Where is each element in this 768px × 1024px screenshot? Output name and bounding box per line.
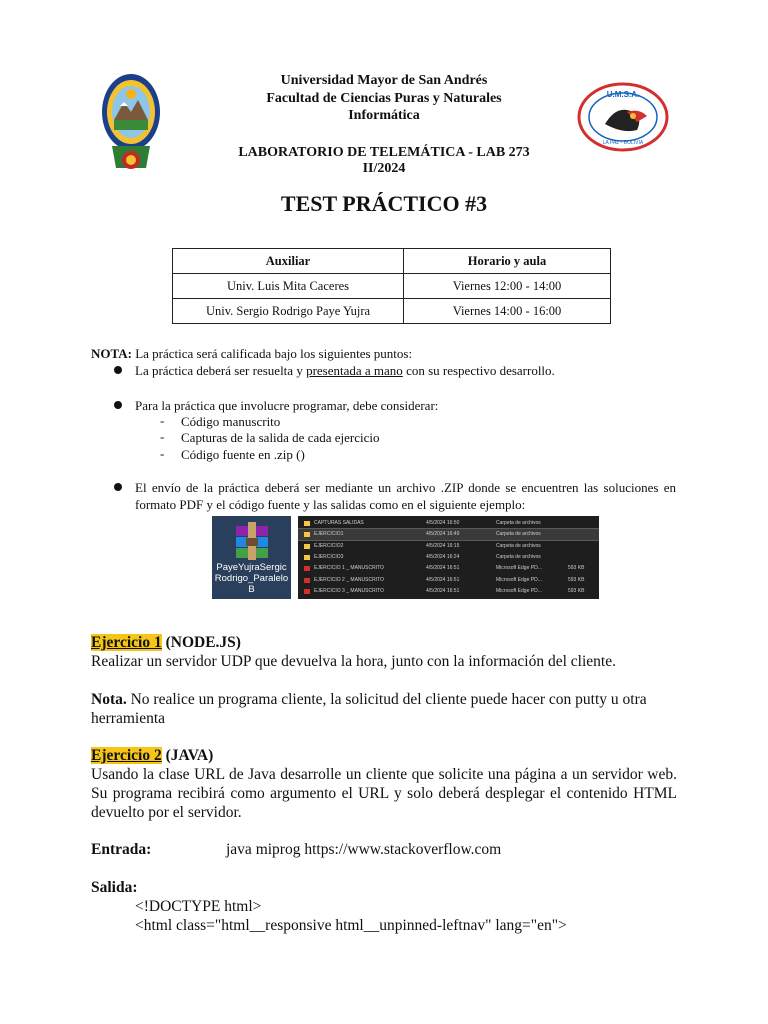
assistants-table	[172, 248, 611, 324]
nota-bullet-2: Para la práctica que involucre programar, debe considerar:	[135, 398, 439, 413]
ejercicio-2-text: Usando la clase URL de Java desarrolle un cliente que solicite una página a un servidor web. Su programa recibirá como argumento el URL y solo deberá desplegar el contenido HTML devuelto por el servidor.	[91, 766, 677, 821]
ejercicio-2-tech: (JAVA)	[161, 747, 214, 764]
entrada-label-text: Entrada:	[91, 841, 152, 858]
zip-file-thumbnail	[212, 516, 291, 599]
file-type: Microsoft Edge PD...	[496, 565, 542, 572]
salida-label	[91, 878, 138, 897]
table-cell: Univ. Luis Mita Caceres	[173, 274, 404, 299]
file-name: CAPTURAS SALIDAS	[314, 520, 364, 526]
nota-paragraph	[91, 345, 691, 362]
table-row	[173, 274, 611, 299]
ejercicio-1-heading	[91, 633, 241, 652]
file-date: 4/5/2024 16:51	[426, 576, 460, 583]
bullet-icon	[114, 483, 122, 491]
file-name: EJERCICIO 3 _ MANUSCRITO	[314, 587, 384, 594]
file-type: Carpeta de archivos	[496, 520, 541, 526]
file-type: Microsoft Edge PD...	[496, 587, 542, 594]
nota-bullet-3: El envío de la práctica deberá ser mediante un archivo .ZIP donde se encuentren las soluciones en formato PDF y el código fuente y las salidas como en el siguiente ejemplo:	[135, 480, 676, 512]
ejercicio-2-heading	[91, 746, 213, 765]
file-date: 4/5/2024 16:15	[426, 542, 460, 549]
dash-icon: -	[160, 413, 165, 428]
file-date: 4/5/2024 16:24	[426, 553, 460, 560]
file-type: Carpeta de archivos	[496, 542, 541, 549]
file-size: 593 KB	[568, 576, 585, 583]
file-row[interactable]	[298, 529, 599, 540]
ejercicio-1-tech: (NODE.JS)	[161, 634, 241, 651]
table-cell: Viernes 14:00 - 16:00	[404, 299, 611, 324]
sub-item: Capturas de la salida de cada ejercicio	[181, 430, 380, 445]
nota-bullet-1	[135, 362, 695, 379]
file-name: EJERCICIO 2 _ MANUSCRITO	[314, 576, 384, 583]
lab-name: LABORATORIO DE TELEMÁTICA - LAB 273	[238, 145, 530, 160]
table-cell: Univ. Sergio Rodrigo Paye Yujra	[173, 299, 404, 324]
file-name: EJERCICIO 1 _ MANUSCRITO	[314, 565, 384, 572]
file-type: Carpeta de archivos	[496, 531, 541, 538]
file-date: 4/5/2024 16:51	[426, 565, 460, 572]
pdf-icon	[304, 589, 310, 594]
table-row	[173, 299, 611, 324]
file-row[interactable]	[298, 586, 599, 597]
bullet-icon	[114, 401, 122, 409]
sub-item: Código fuente en .zip ()	[181, 447, 305, 462]
bullet-text: La práctica deberá ser resuelta y	[135, 363, 307, 378]
file-row[interactable]	[298, 541, 599, 552]
salida-line: <html class="html__responsive html__unpinned-leftnav" lang="en">	[135, 917, 567, 934]
file-type: Microsoft Edge PD...	[496, 576, 542, 583]
nota-label: Nota.	[91, 691, 127, 708]
file-row[interactable]	[298, 552, 599, 563]
zip-file-label: PayeYujraSergicRodrigo_ParaleloB	[214, 562, 289, 595]
entrada-value: java miprog https://www.stackoverflow.com	[226, 841, 502, 858]
file-name: EJERCICIO1	[314, 531, 344, 538]
department-name: Informática	[348, 108, 420, 123]
ejercicio-2-label: Ejercicio 2	[91, 747, 162, 764]
svg-text:U.M.S.A.: U.M.S.A.	[606, 90, 640, 99]
term: II/2024	[362, 161, 406, 176]
folder-icon	[304, 555, 310, 560]
file-type: Carpeta de archivos	[496, 553, 541, 560]
bullet-underlined-text: presentada a mano	[306, 363, 403, 378]
dash-icon: -	[160, 446, 165, 461]
folder-icon	[304, 544, 310, 549]
file-size: 593 KB	[568, 587, 585, 594]
nota-label: NOTA:	[91, 346, 132, 361]
pdf-icon	[304, 566, 310, 571]
column-header: Auxiliar	[173, 249, 404, 274]
pdf-icon	[304, 578, 310, 583]
salida-label-text: Salida:	[91, 879, 138, 896]
file-row[interactable]	[298, 518, 599, 529]
folder-icon	[304, 532, 310, 537]
university-name: Universidad Mayor de San Andrés	[280, 73, 488, 88]
page-title: TEST PRÁCTICO #3	[280, 191, 488, 216]
ejercicio-1-text: Realizar un servidor UDP que devuelva la hora, junto con la información del cliente.	[91, 653, 616, 670]
table-cell: Viernes 12:00 - 14:00	[404, 274, 611, 299]
column-header: Horario y aula	[404, 249, 611, 274]
entrada-label	[91, 840, 151, 859]
nota-text: No realice un programa cliente, la solicitud del cliente puede hacer con putty u otra herramienta	[91, 691, 647, 727]
salida-line: <!DOCTYPE html>	[135, 898, 262, 915]
ejercicio-1-nota	[91, 690, 677, 728]
file-date: 4/5/2024 16:51	[426, 587, 460, 594]
ejercicio-1-label: Ejercicio 1	[91, 634, 162, 651]
file-name: EJERCICIO3	[314, 553, 344, 560]
svg-text:LA PAZ - BOLIVIA: LA PAZ - BOLIVIA	[602, 140, 644, 146]
file-row[interactable]	[298, 563, 599, 574]
faculty-name: Facultad de Ciencias Puras y Naturales	[266, 91, 502, 106]
file-size: 593 KB	[568, 565, 585, 572]
file-row[interactable]	[298, 575, 599, 586]
dash-icon: -	[160, 429, 165, 444]
bullet-icon	[114, 366, 122, 374]
sub-item: Código manuscrito	[181, 414, 281, 429]
file-date: 4/5/2024 16:49	[426, 531, 460, 538]
folder-icon	[304, 521, 310, 526]
table-header-row	[173, 249, 611, 274]
winrar-icon	[234, 522, 270, 562]
file-date: 4/5/2024 16:50	[426, 520, 460, 526]
file-name: EJERCICIO2	[314, 542, 344, 549]
nota-text: La práctica será calificada bajo los siguientes puntos:	[131, 346, 413, 361]
bullet-text: con su respectivo desarrollo.	[402, 363, 555, 378]
file-explorer-window	[298, 516, 599, 599]
